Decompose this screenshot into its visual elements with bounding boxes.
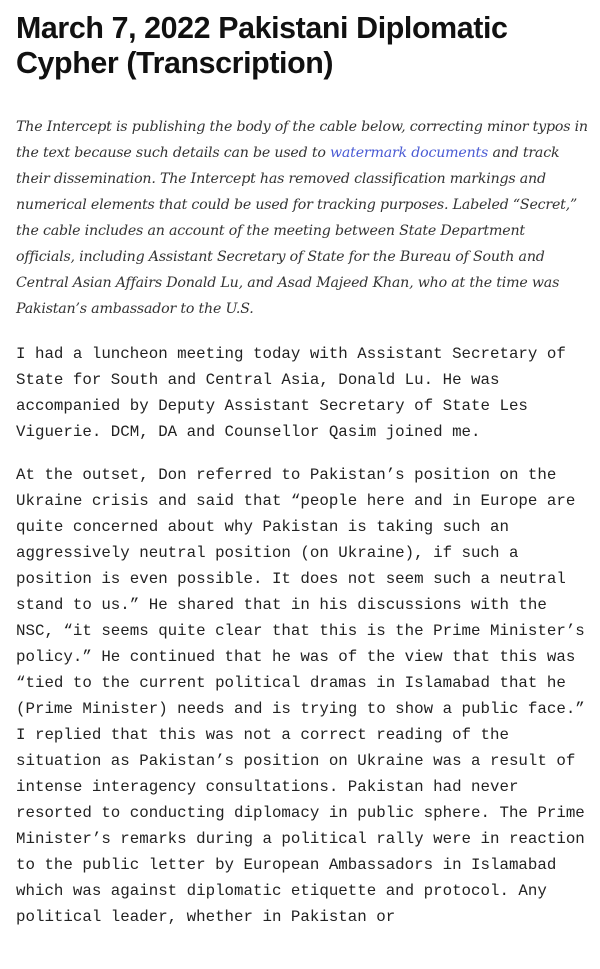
cable-paragraph-2: At the outset, Don referred to Pakistan’s position on the Ukraine crisis and said that “people here and in Europe are quite concerned about why Pakistan is taking such an aggressively neutral position (on Ukraine), if such a position is even possible. It does not seem such a neutral stand to us.” He shared that in his discussions with the NSC, “it seems quite clear that this is the Prime Minister’s policy.” He continued that he was of the view that this was “tied to the current political dramas in Islamabad that he (Prime Minister) needs and is trying to show a public face.” I replied that this was not a correct reading of the situation as Pakistan’s position on Ukraine was a result of intense interagency consultations. Pakistan had never resorted to conducting diplomacy in public sphere. The Prime Minister’s remarks during a political rally were in reaction to the public letter by European Ambassadors in Islamabad which was against diplomatic etiquette and protocol. Any political leader, whether in Pakistan or [16,466,585,926]
intro-text-after-link: and track their dissemination. The Intercept has removed classification markings and numerical elements that could be used for tracking purposes. Labeled “Secret,” the cable includes an account of the meeting between State Department officials, including Assistant Secretary of State for the Bureau of South and Central Asian Affairs Donald Lu, and Asad Majeed Khan, who at the time was Pakistan’s ambassador to the U.S. [16,145,578,317]
intro-text-before-link: The Intercept is publishing the body of the cable below, correcting minor typos in the text because such details can be used to [16,119,588,161]
cable-paragraph-1: I had a luncheon meeting today with Assistant Secretary of State for South and Central Asia, Donald Lu. He was accompanied by Deputy Assistant Secretary of State Les Viguerie. DCM, DA and Counsellor Qasim joined me. [16,345,566,441]
article [16,10,588,930]
watermark-documents-link[interactable]: watermark documents [329,145,489,161]
intro-paragraph [16,114,588,322]
article-title: March 7, 2022 Pakistani Diplomatic Cypher (Transcription) [16,10,508,80]
